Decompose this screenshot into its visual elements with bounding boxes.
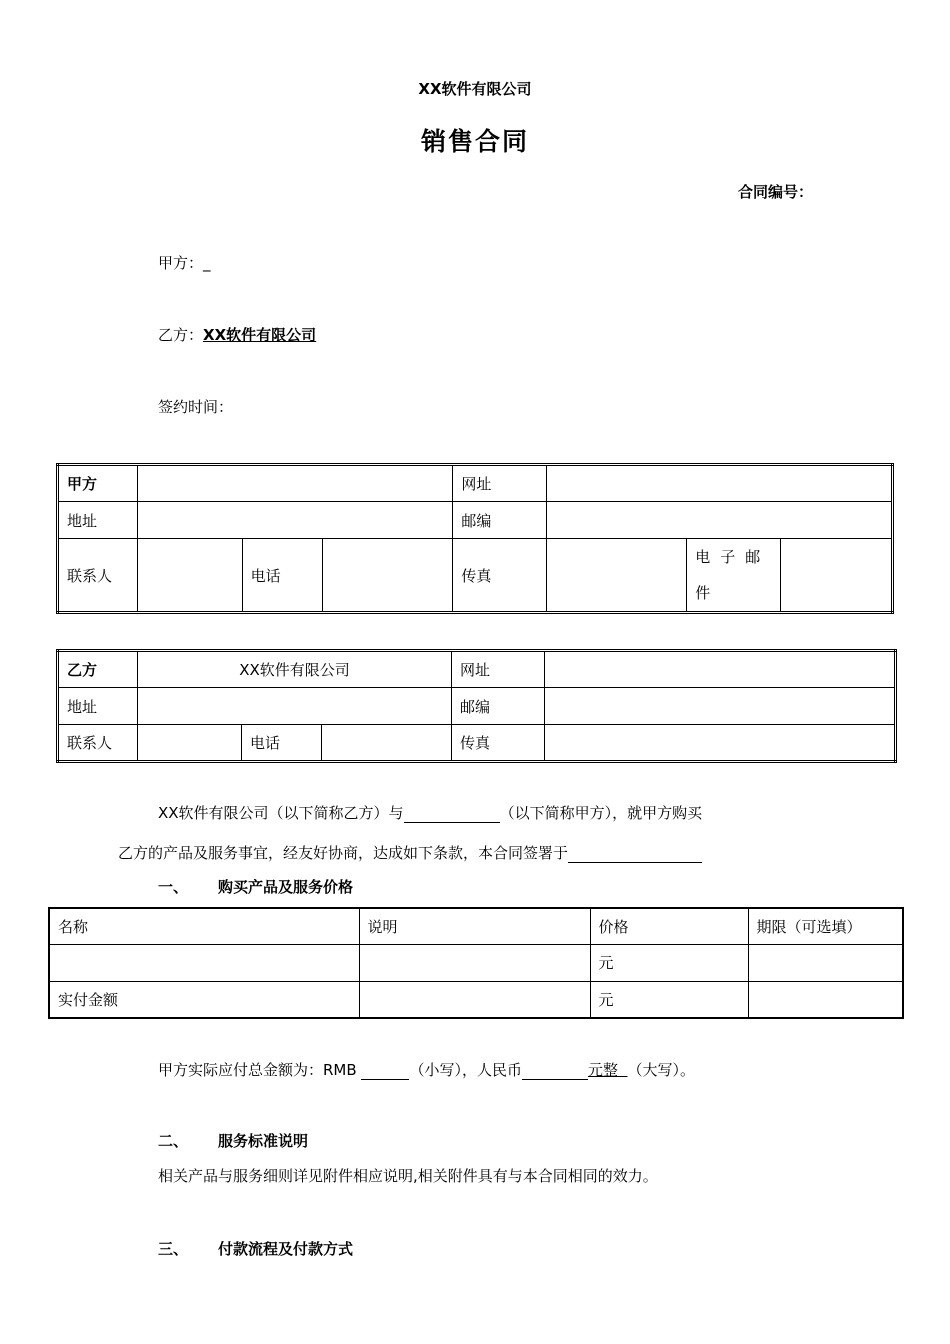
total-amount-line: [158, 1059, 695, 1080]
party-a-postcode-cell[interactable]: [546, 502, 892, 539]
sign-time-label: 签约时间：: [158, 398, 234, 416]
contract-number-label: 合同编号：: [738, 183, 814, 201]
party-a-line: 甲方：_: [158, 254, 211, 272]
product-table: [48, 907, 904, 1019]
party-b-phone-cell[interactable]: [322, 725, 452, 762]
party-a-address-cell[interactable]: [138, 502, 453, 539]
party-b-table: [56, 649, 897, 763]
section-3-number: 三、: [158, 1240, 189, 1258]
party-b-label: 乙方：: [158, 326, 204, 344]
website-label: 网址: [453, 465, 546, 502]
section-2-heading: [158, 1130, 308, 1151]
paid-amount-price-cell[interactable]: 元: [590, 981, 748, 1018]
fax-label: 传真: [453, 539, 546, 613]
party-a-website-cell[interactable]: [546, 465, 892, 502]
section-2-number: 二、: [158, 1132, 189, 1150]
section-3-heading: [158, 1238, 353, 1259]
party-b-fax-cell[interactable]: [545, 725, 896, 762]
intro-line-1-end: （以下简称甲方），就甲方购买: [499, 804, 703, 822]
party-b-website-cell[interactable]: [545, 651, 896, 688]
party-a-fax-cell[interactable]: [546, 539, 687, 613]
intro-line-2-text: 乙方的产品及服务事宜，经友好协商，达成如下条款，本合同签署于: [118, 844, 569, 862]
party-a-table: [56, 463, 894, 614]
paid-amount-term-cell[interactable]: [748, 981, 903, 1018]
section-2-text: 相关产品与服务细则详见附件相应说明,相关附件具有与本合同相同的效力。: [158, 1167, 658, 1185]
product-name-cell[interactable]: [49, 944, 359, 981]
total-big-label: （大写）。: [627, 1061, 696, 1079]
website-label: 网址: [452, 651, 545, 688]
contact-label: 联系人: [58, 725, 138, 762]
total-prefix: 甲方实际应付总金额为：RMB: [158, 1061, 362, 1079]
fax-label: 传真: [452, 725, 545, 762]
section-1-heading: [158, 876, 353, 897]
section-2-title: 服务标准说明: [218, 1132, 309, 1150]
party-a-name-cell[interactable]: [138, 465, 453, 502]
amount-small-blank[interactable]: [361, 1061, 409, 1080]
intro-line-2: [118, 842, 702, 863]
company-header: XX软件有限公司: [418, 80, 532, 98]
total-yuan: 元整: [587, 1061, 618, 1079]
section-1-title: 购买产品及服务价格: [218, 878, 354, 896]
product-term-cell[interactable]: [748, 944, 903, 981]
product-price-cell[interactable]: 元: [590, 944, 748, 981]
party-b-contact-cell[interactable]: [138, 725, 242, 762]
party-b-name: XX软件有限公司: [203, 326, 317, 344]
email-label: 电子邮件: [687, 539, 780, 613]
section-1-number: 一、: [158, 878, 189, 896]
document-title: 销售合同: [420, 127, 529, 156]
total-small-label: （小写），人民币: [409, 1061, 522, 1079]
party-a-contact-cell[interactable]: [138, 539, 242, 613]
party-b-postcode-cell[interactable]: [545, 688, 896, 725]
sign-date-blank[interactable]: [568, 844, 702, 863]
header-description: 说明: [359, 908, 590, 944]
postcode-label: 邮编: [453, 502, 546, 539]
address-label: 地址: [58, 502, 138, 539]
postcode-label: 邮编: [452, 688, 545, 725]
header-name: 名称: [49, 908, 359, 944]
section-3-title: 付款流程及付款方式: [218, 1240, 354, 1258]
amount-big-blank[interactable]: [522, 1061, 588, 1080]
address-label: 地址: [58, 688, 138, 725]
intro-line-1-start: XX软件有限公司（以下简称乙方）与: [158, 804, 404, 822]
party-b-label-cell: 乙方: [58, 651, 138, 688]
header-price: 价格: [590, 908, 748, 944]
paid-amount-label: 实付金额: [49, 981, 359, 1018]
party-a-label: 甲方: [58, 465, 138, 502]
product-description-cell[interactable]: [359, 944, 590, 981]
phone-label: 电话: [242, 725, 322, 762]
intro-line-1: [158, 802, 702, 823]
header-term: 期限（可选填）: [748, 908, 903, 944]
party-a-email-cell[interactable]: [780, 539, 892, 613]
party-a-name-blank[interactable]: [404, 804, 500, 823]
party-a-phone-cell[interactable]: [322, 539, 452, 613]
paid-amount-description-cell[interactable]: [359, 981, 590, 1018]
party-b-name-cell: XX软件有限公司: [138, 651, 452, 688]
contact-label: 联系人: [58, 539, 138, 613]
party-b-address-cell[interactable]: [138, 688, 452, 725]
phone-label: 电话: [242, 539, 322, 613]
party-b-line: [158, 324, 316, 345]
